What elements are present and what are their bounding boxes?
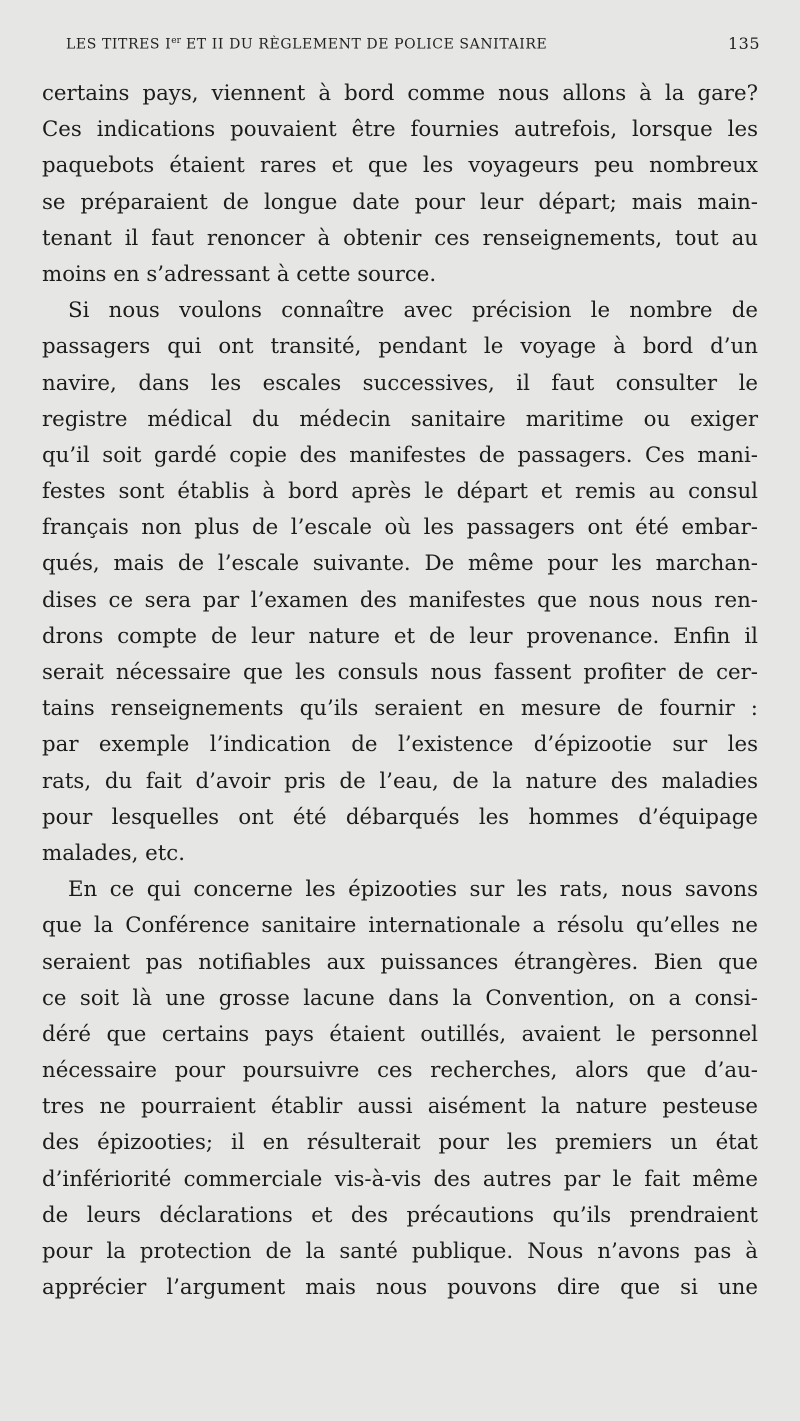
text-line: français non plus de l’escale où les passagers ont été embar- — [42, 515, 758, 541]
text-line: dises ce sera par l’examen des manifestes que nous nous ren- — [42, 587, 758, 613]
text-line: paquebots étaient rares et que les voyageurs peu nombreux — [42, 153, 758, 179]
text-line: registre médical du médecin sanitaire maritime ou exiger — [42, 406, 758, 432]
text-line: Si nous voulons connaître avec précision le nombre de — [68, 298, 758, 324]
text-line: nécessaire pour poursuivre ces recherches, alors que d’au- — [42, 1058, 758, 1084]
text-line: Ces indications pouvaient être fournies autrefois, lorsque les — [42, 117, 758, 143]
text-line: En ce qui concerne les épizooties sur les rats, nous savons — [68, 877, 758, 903]
text-line: des épizooties; il en résulterait pour les premiers un état — [42, 1130, 758, 1156]
text-line: pour la protection de la santé publique. Nous n’avons pas à — [42, 1239, 758, 1264]
text-line: déré que certains pays étaient outillés, avaient le personnel — [42, 1021, 758, 1047]
text-line: serait nécessaire que les consuls nous fassent profiter de cer- — [42, 660, 758, 685]
running-header — [66, 34, 762, 60]
text-line: de leurs déclarations et des précautions qu’ils prendraient — [42, 1202, 758, 1228]
text-line: par exemple l’indication de l’existence d’épizootie sur les — [42, 732, 758, 758]
text-line: qu’il soit gardé copie des manifestes de passagers. Ces mani- — [42, 442, 758, 468]
text-line: moins en s’adressant à cette source. — [42, 261, 437, 287]
text-line: apprécier l’argument mais nous pouvons dire que si une — [42, 1275, 758, 1301]
text-line: malades, etc. — [42, 840, 185, 866]
page-number: 135 — [727, 34, 760, 53]
text-line: certains pays, viennent à bord comme nous allons à la gare? — [42, 81, 758, 106]
text-line: tains renseignements qu’ils seraient en mesure de fournir : — [42, 696, 758, 722]
text-line: pour lesquelles ont été débarqués les hommes d’équipage — [42, 804, 758, 830]
text-line: festes sont établis à bord après le départ et remis au consul — [42, 479, 758, 505]
text-line: rats, du fait d’avoir pris de l’eau, de la nature des maladies — [42, 768, 758, 794]
running-title-part1: LES TITRES I — [66, 36, 172, 53]
text-line: passagers qui ont transité, pendant le voyage à bord d’un — [42, 334, 758, 360]
text-line: drons compte de leur nature et de leur provenance. Enfin il — [42, 623, 758, 649]
running-title — [66, 36, 547, 53]
running-title-superscript: er — [171, 36, 181, 46]
text-line: ce soit là une grosse lacune dans la Convention, on a consi- — [42, 985, 758, 1011]
body-text — [42, 76, 758, 1306]
text-line: se préparaient de longue date pour leur départ; mais main- — [42, 189, 758, 215]
text-line: tenant il faut renoncer à obtenir ces renseignements, tout au — [42, 225, 758, 251]
text-line: navire, dans les escales successives, il faut consulter le — [42, 370, 758, 396]
text-line: qués, mais de l’escale suivante. De même pour les marchan- — [42, 551, 758, 577]
text-line: seraient pas notifiables aux puissances étrangères. Bien que — [42, 949, 758, 975]
text-line: d’infériorité commerciale vis-à-vis des autres par le fait même — [42, 1166, 758, 1192]
running-title-part2: ET II DU RÈGLEMENT DE POLICE SANITAIRE — [180, 36, 548, 53]
text-line: tres ne pourraient établir aussi aisément la nature pesteuse — [42, 1094, 758, 1120]
text-line: que la Conférence sanitaire internationale a résolu qu’elles ne — [42, 913, 758, 939]
